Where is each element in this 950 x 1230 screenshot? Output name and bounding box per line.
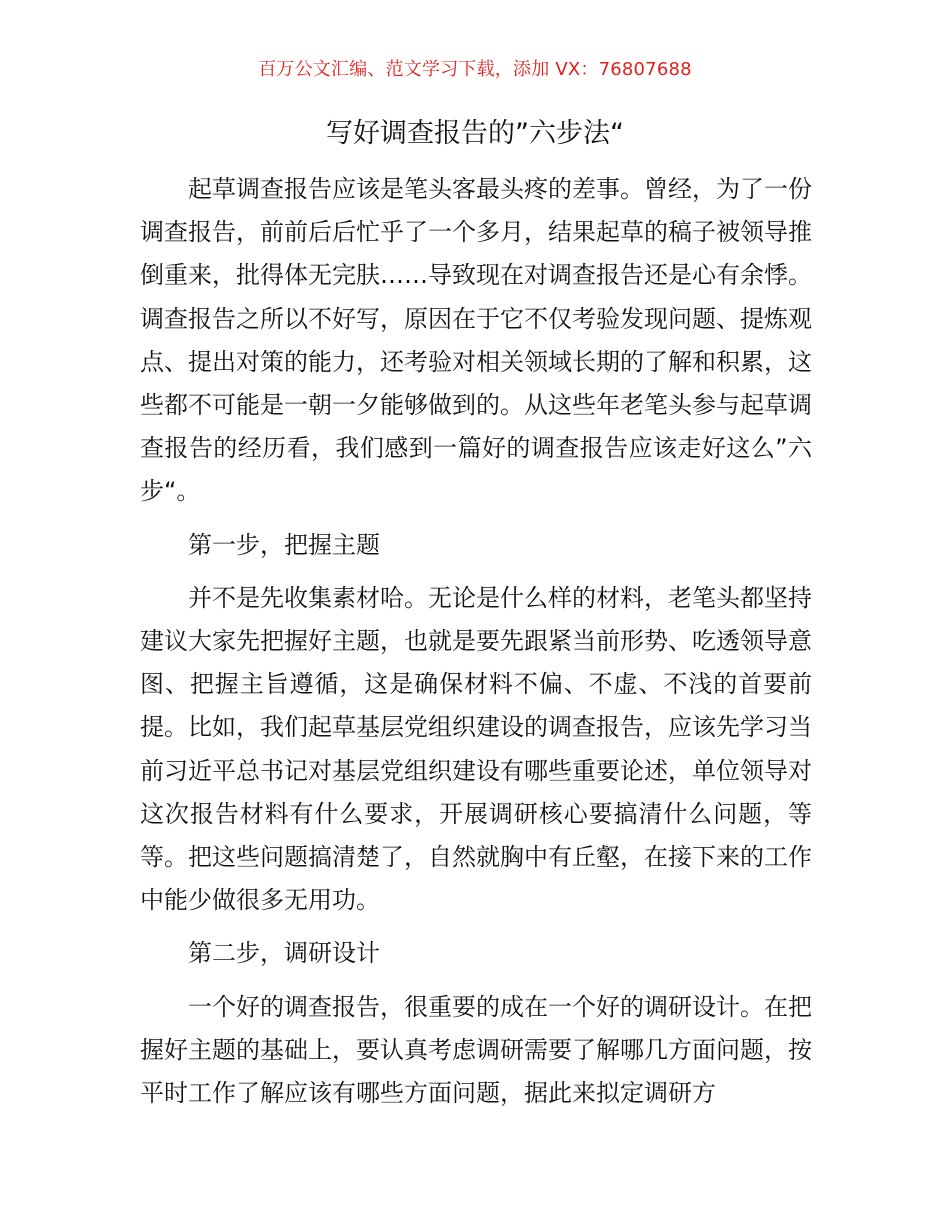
document-title: 写好调查报告的”六步法“: [326, 118, 624, 149]
paragraph-intro: 起草调查报告应该是笔头客最头疼的差事。曾经，为了一份调查报告，前前后后忙乎了一个多月，结果起草的稿子被领导推倒重来，批得体无完肤……导致现在对调查报告还是心有余悸。调查报告之所以不好写，原因在于它不仅考验发现问题、提炼观点、提出对策的能力，还考验对相关领域长期的了解和积累，这些都不可能是一朝一夕能够做到的。从这些年老笔头参与起草调查报告的经历看，我们感到一篇好的调查报告应该走好这么”六步“。: [140, 175, 812, 506]
section-heading-step-2: 第二步，调研设计: [188, 939, 380, 968]
document-body: [140, 168, 812, 1125]
header-watermark-note: 百万公文汇编、范文学习下载，添加 VX：76807688: [258, 59, 692, 80]
paragraph-step-1: 并不是先收集素材哈。无论是什么样的材料，老笔头都坚持建议大家先把握好主题，也就是要先跟紧当前形势、吃透领导意图、把握主旨遵循，这是确保材料不偏、不虚、不浅的首要前提。比如，我们起草基层党组织建设的调查报告，应该先学习当前习近平总书记对基层党组织建设有哪些重要论述，单位领导对这次报告材料有什么要求，开展调研核心要搞清什么问题，等等。把这些问题搞清楚了，自然就胸中有丘壑，在接下来的工作中能少做很多无用功。: [140, 583, 812, 915]
section-heading-step-1: 第一步，把握主题: [188, 530, 380, 559]
paragraph-step-2: 一个好的调查报告，很重要的成在一个好的调研设计。在把握好主题的基础上，要认真考虑调研需要了解哪几方面问题，按平时工作了解应该有哪些方面问题，据此来拟定调研方: [140, 992, 812, 1108]
